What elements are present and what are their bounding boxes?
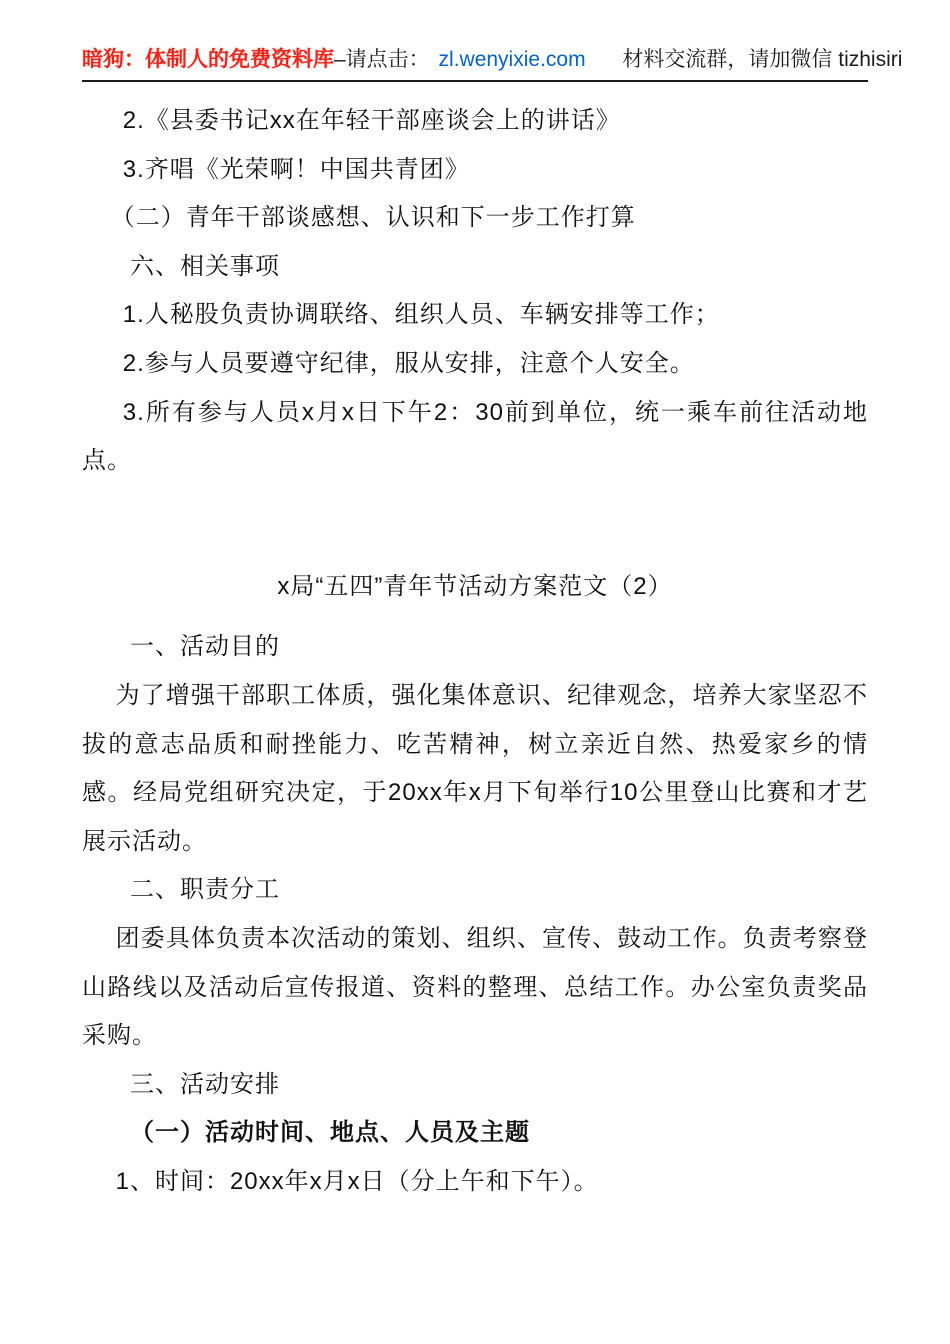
- paragraph: 六、相关事项: [130, 252, 280, 280]
- paragraph: （一）活动时间、地点、人员及主题: [130, 1119, 530, 1147]
- section-gap: [82, 486, 868, 563]
- header-site-link[interactable]: zl.wenyixie.com: [438, 48, 586, 71]
- paragraph: 三、活动安排: [130, 1070, 280, 1098]
- paragraph: 2.《县委书记xx在年轻干部座谈会上的讲话》: [122, 107, 621, 134]
- paragraph: 团委具体负责本次活动的策划、组织、宣传、鼓动工作。负责考察登山路线以及活动后宣传报道、资料的整理、总结工作。办公室负责奖品采购。: [82, 924, 868, 1050]
- paragraph: 3.所有参与人员x月x日下午2：30前到单位，统一乘车前往活动地点。: [82, 398, 868, 475]
- page-header: [82, 0, 903, 82]
- paragraph: 二、职责分工: [130, 876, 280, 904]
- paragraph: 1.人秘股负责协调联络、组织人员、车辆安排等工作；: [122, 301, 720, 329]
- paragraph: （二）青年干部谈感想、认识和下一步工作打算: [110, 204, 636, 232]
- document-body: [82, 82, 868, 1206]
- document-title: x局“五四”青年节活动方案范文（2）: [277, 572, 673, 600]
- header-click-label: –请点击：: [334, 48, 430, 71]
- paragraph: 一、活动目的: [130, 633, 280, 661]
- header-contact-text: 材料交流群，请加微信 tizhisiri: [622, 48, 903, 71]
- paragraph: 为了增强干部职工体质，强化集体意识、纪律观念，培养大家坚忍不拔的意志品质和耐挫能力、吃苦精神，树立亲近自然、热爱家乡的情感。经局党组研究决定，于20xx年x月下旬举行10公里登山比赛和才艺展示活动。: [82, 681, 868, 855]
- header-brand-text: 暗狗：体制人的免费资料库: [82, 48, 334, 71]
- paragraph: 2.参与人员要遵守纪律，服从安排，注意个人安全。: [122, 349, 695, 377]
- paragraph: 1、时间：20xx年x月x日（分上午和下午）。: [115, 1167, 599, 1195]
- paragraph: 3.齐唱《光荣啊！中国共青团》: [122, 155, 470, 183]
